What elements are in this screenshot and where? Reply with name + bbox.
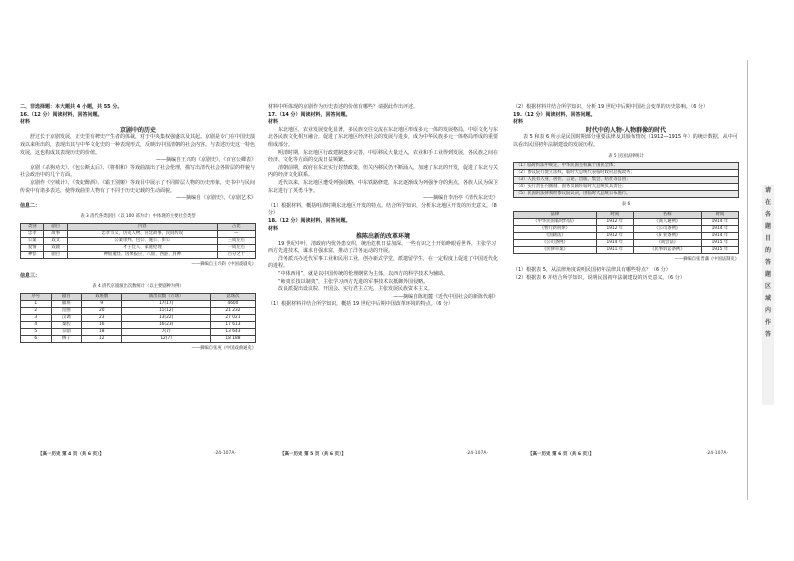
table-cell: 1914 年 bbox=[701, 225, 738, 232]
table-cell: 17 613 bbox=[210, 321, 255, 328]
sidebar-char: 在 bbox=[764, 199, 771, 206]
table-row bbox=[21, 300, 256, 307]
citation: ——摘编自《京剧史》、《京剧艺术》 bbox=[175, 195, 256, 202]
table-cell: 忠孝 bbox=[21, 230, 44, 237]
table-header-cell: 演出次数（万场） bbox=[122, 293, 211, 300]
table-cell: 1 bbox=[21, 300, 52, 307]
page-column-1 bbox=[20, 104, 256, 356]
table-header-cell: 内容 bbox=[67, 223, 217, 230]
table-cell: 《中华民国临时约法》 bbox=[514, 218, 597, 225]
table-cell: 《民律草案》 bbox=[514, 246, 597, 253]
table-row bbox=[21, 307, 256, 314]
table-cell: 1915 年 bbox=[701, 246, 738, 253]
table-cell: （1）临时约法中规定，中华民国主权属于国民全体； bbox=[514, 163, 739, 170]
sidebar-char: 域 bbox=[764, 295, 771, 302]
binding-line bbox=[747, 60, 748, 500]
table-cell: 11(12) bbox=[122, 307, 211, 314]
table-row bbox=[21, 321, 256, 328]
table-cell: 剧目 bbox=[44, 251, 67, 258]
paragraph: 洋务派兴办近代军事工业和民用工业，创办新式学堂，派遣留学生，在一定程度上促进了中国近代化的进程。 bbox=[268, 255, 499, 270]
table-3-caption: 表 3 清代各类剧目（以 100 部为计）中体现的主要社会类型 bbox=[80, 214, 196, 220]
table-cell: （2）参议院行使立法权，临时大总统代表临时政府总揽政务； bbox=[514, 170, 739, 177]
table-row bbox=[21, 230, 256, 237]
question-17-heading: 17.（14 分）阅读材料，回答问题。 bbox=[268, 111, 351, 118]
table-cell: 21 232 bbox=[210, 307, 255, 314]
table-cell: 《商人通例》 bbox=[633, 218, 701, 225]
question-text: （2）根据表 6 并结合所学知识，说明民国初年法制建设的历史意义。（6 分） bbox=[513, 274, 685, 281]
table-header-cell: 剧目 bbox=[44, 223, 67, 230]
page-footer: 【高一历史 第 6 页（共 6 页）】 bbox=[528, 452, 594, 457]
question-19-heading: 19.（12 分）阅读材料，回答问题。 bbox=[513, 111, 596, 118]
table-cell: 秦腔 bbox=[51, 321, 82, 328]
sidebar-char: 题 bbox=[764, 223, 771, 230]
question-text: （2）根据材料并结合所学知识，分析 19 世纪中后期中国社会变革的历史影响。（6 分） bbox=[513, 104, 708, 110]
table-3 bbox=[20, 223, 256, 259]
paragraph: 东北地区，农业发展变化显著，多民族交往交流在东北地区形成多元一体的发展格局，中原文化与东北各民族文化相互融合，促进了东北地区经济社会的发展与进步，成为中华民族多元一体格局形成的重要组成部分。 bbox=[268, 126, 499, 148]
paragraph: 京剧作《空城计》、《贵妃醉酒》、《霸王别姬》等戏目中展示了不同阶层人物的历史形象，史书中与民间传说中有诸多表达，使得戏曲里人物有了不同于历史记载的生动面貌。 bbox=[20, 179, 256, 194]
table-6-caption: 表 6 bbox=[621, 202, 631, 208]
question-18-heading: 18.（12 分）阅读材料，回答问题。 bbox=[268, 217, 351, 224]
page-column-3 bbox=[513, 104, 739, 283]
paper-code: ·24-107A· bbox=[706, 451, 728, 456]
material-label: 材料 bbox=[513, 119, 524, 126]
table-cell: 《公司条例》 bbox=[633, 225, 701, 232]
table-row bbox=[514, 177, 739, 184]
table-cell: 戏文 bbox=[44, 237, 67, 244]
table-cell: （3）人民有人身、居住、言论、出版、集会、结社等自由； bbox=[514, 177, 739, 184]
table-cell: 9 bbox=[82, 300, 122, 307]
table-cell: 《商会法》 bbox=[633, 239, 701, 246]
table-cell: 17(17) bbox=[122, 300, 211, 307]
table-row bbox=[514, 225, 739, 232]
citation: ——摘编自李治亭《清代东北史》 bbox=[422, 195, 498, 202]
table-cell: 1914 年 bbox=[701, 232, 738, 239]
table-cell: 百分之十 bbox=[217, 251, 255, 258]
sidebar-char: 目 bbox=[764, 235, 771, 242]
table-header-cell: 序号 bbox=[21, 293, 52, 300]
paragraph: 舒过长于京剧发展，正史里有稗史产生者的体裁，对于中央集权强盛以及其起。京剧是专门在中国史演戏以来所出的，表现出其与中华文化史的一种表现形式，反映出中国清朝的社会内容。与表述历史这一特色发展，这也构成其表现历史的价值。 bbox=[20, 134, 256, 156]
table-cell: 1915 年 bbox=[701, 239, 738, 246]
table-cell: 忠孝节义、历史人物、宫廷故事、民间传说 bbox=[67, 230, 217, 237]
table-cell: 18 bbox=[82, 328, 122, 335]
material-label: 材料 bbox=[20, 119, 31, 126]
table-cell: 1914 年 bbox=[701, 218, 738, 225]
table-cell: 3 bbox=[21, 314, 52, 321]
sidebar-char: 请 bbox=[764, 187, 771, 194]
question-text: （1）根据表 5，从法律角度说明民国初年法律具有哪些特点？（6 分） bbox=[513, 267, 671, 274]
table-row bbox=[21, 335, 256, 342]
table-header-cell: 剧目 bbox=[51, 293, 82, 300]
table-cell: 13(22) bbox=[122, 314, 211, 321]
table-cell: 京剧 bbox=[51, 328, 82, 335]
table-cell: 5 bbox=[21, 328, 52, 335]
table-row bbox=[514, 218, 739, 225]
table-cell: 《民事诉讼条例》 bbox=[633, 246, 701, 253]
table-cell: 神仙鬼怪、因果报应、八仙、西游、封神 bbox=[67, 251, 217, 258]
table-row bbox=[21, 244, 256, 251]
table-header-cell: 时间 bbox=[701, 211, 738, 218]
table-cell: 2 bbox=[21, 307, 52, 314]
table-row bbox=[514, 246, 739, 253]
table-header-cell: 名称 bbox=[633, 211, 701, 218]
paragraph: 材料中所体现的京剧作为历史表述的价值有哪些？请据此作出评述。 bbox=[268, 104, 419, 110]
table-header-cell: 法律 bbox=[514, 211, 597, 218]
table-cell: 梆子 bbox=[51, 335, 82, 342]
paragraph: 近代以来，东北地区遭受列强侵略，中东铁路修建，东北逐渐成为列强争夺的焦点，各族人民为保卫东北进行了英勇斗争。 bbox=[268, 179, 499, 194]
table-cell: 《暂行新刑律》 bbox=[514, 225, 597, 232]
table-cell: 戏剧 bbox=[44, 244, 67, 251]
sidebar-char: 区 bbox=[764, 283, 771, 290]
table-cell: 一成左右 bbox=[217, 244, 255, 251]
page-column-2 bbox=[268, 104, 498, 309]
table-3-source: ——摘编自王兴昀《中国戏剧史》 bbox=[191, 261, 256, 267]
question-text: （1）根据材料并结合所学知识，概括 19 世纪中后期中国改革环境的特点。（6 分） bbox=[268, 301, 453, 308]
table-row bbox=[514, 170, 739, 177]
page-footer: 【高一历史 第 5 页（共 6 页）】 bbox=[280, 452, 346, 457]
table-row bbox=[21, 328, 256, 335]
table-cell: 爱情 bbox=[21, 244, 44, 251]
question-16-heading: 16.（12 分）阅读材料，回答问题。 bbox=[20, 111, 103, 118]
table-cell: 1911 年 bbox=[596, 246, 633, 253]
table-5-caption: 表 5 民国法律统计 bbox=[608, 153, 644, 159]
table-header-cell: 占比 bbox=[217, 223, 255, 230]
table-5 bbox=[513, 162, 739, 198]
paper-code: ·24-107A· bbox=[466, 451, 488, 456]
sidebar-char: 题 bbox=[764, 271, 771, 278]
table-cell: 7(7) bbox=[122, 328, 211, 335]
page-footer: 【高一历史 第 4 页（共 6 页）】 bbox=[38, 452, 104, 457]
table-cell: 1914 年 bbox=[596, 239, 633, 246]
material-label: 材料 bbox=[268, 225, 279, 232]
sidebar-char: 答 bbox=[764, 259, 771, 266]
material-title: 推陈出新的改革环境 bbox=[355, 233, 410, 241]
paragraph: 清朝前期，政府在东北实行封禁政策，但关内移民仍不断涌入，加速了东北的开发，促进了东北与关内的经济文化联系。 bbox=[268, 164, 499, 179]
quote: “师夷长技以制夷”，主张学习西方先进的军事技术以抵御外国侵略。 bbox=[278, 278, 429, 285]
table-cell: 公案审判、包公、施公、彭公 bbox=[67, 237, 217, 244]
table-cell: 27 021 bbox=[210, 314, 255, 321]
paragraph: 明清时期，东北地区行政建制逐步完善，中原移民大量迁入，农业和手工业得到发展，各民族之间在经济、文化等方面的交流日益频繁。 bbox=[268, 149, 499, 164]
paragraph: 表 5 和表 6 所示是民国时期部分重要法律及其颁布情况（1912—1915 年）的统计数据，从中可以看出民国初年法制建设的发展历程。 bbox=[513, 134, 738, 148]
table-6 bbox=[513, 211, 739, 254]
info-label: 信息三： bbox=[20, 272, 41, 279]
citation: ——摘编自陈旭麓《近代中国社会的新陈代谢》 bbox=[392, 293, 498, 300]
material-title: 京剧中的历史 bbox=[119, 126, 156, 134]
table-cell: 才子佳人、家庭伦理 bbox=[67, 244, 217, 251]
table-header-cell: 类别 bbox=[21, 223, 44, 230]
paragraph: 改良派提出设议院、开国会、实行君主立宪，主张发展民族资本主义。 bbox=[278, 286, 434, 293]
section-heading: 二、非选择题：本大题共 4 小题，共 55 分。 bbox=[20, 104, 123, 110]
citation: ——摘编自王兴昀《京剧史》，《百官公卿表》 bbox=[155, 157, 256, 164]
table-4 bbox=[20, 293, 256, 343]
quote: “中体西用”，就是以中国传统的伦理纲常为主体，以西方的科学技术为辅助。 bbox=[278, 271, 449, 278]
table-cell: 徽班 bbox=[51, 300, 82, 307]
table-cell: 4600 bbox=[210, 300, 255, 307]
table-cell: 公案 bbox=[21, 237, 44, 244]
sidebar-char: 答 bbox=[764, 331, 771, 338]
table-cell: 1912 年 bbox=[596, 232, 633, 239]
table-cell: 12(7) bbox=[122, 335, 211, 342]
sidebar-char: 作 bbox=[764, 319, 771, 326]
answer-area-notice bbox=[762, 185, 774, 405]
table-cell: 16 bbox=[82, 321, 122, 328]
table-cell: 1912 年 bbox=[596, 225, 633, 232]
table-cell: 《国籍法》 bbox=[514, 232, 597, 239]
sidebar-char: 各 bbox=[764, 211, 771, 218]
table-row bbox=[514, 239, 739, 246]
table-cell: 故事 bbox=[44, 230, 67, 237]
table-row bbox=[514, 232, 739, 239]
table-row bbox=[21, 314, 256, 321]
table-cell: 《公司条例》 bbox=[514, 239, 597, 246]
table-cell: 昆曲 bbox=[51, 307, 82, 314]
table-cell: （4）实行责任内阁制，国务员辅佐临时大总统负其责任； bbox=[514, 184, 739, 191]
table-cell: 三成左右 bbox=[217, 237, 255, 244]
table-cell: 6 bbox=[21, 335, 52, 342]
table-cell: 12 bbox=[82, 335, 122, 342]
table-header-cell: 戏班数 bbox=[82, 293, 122, 300]
question-text: （1）根据材料，概括明清时期东北地区开发的特点。结合所学知识，分析东北地区开发的历史意义。（8 分） bbox=[268, 202, 497, 217]
table-cell: 18 188 bbox=[210, 335, 255, 342]
table-cell: 16(23) bbox=[122, 321, 211, 328]
table-4-source: ——摘编自张庚《中国戏曲通史》 bbox=[191, 345, 256, 351]
material-title: 时代中的人物·人物群像的时代 bbox=[585, 126, 667, 134]
table-cell: 20 bbox=[82, 307, 122, 314]
table-cell: 13 643 bbox=[210, 328, 255, 335]
paragraph: 京剧《杀狗劝夫》、《包公断太后》、《将相和》等戏曲演出了社会伦理，描写出清代社会各阶层的样貌与社会政治中的几个方面。 bbox=[20, 164, 256, 179]
sidebar-char: 的 bbox=[764, 247, 771, 254]
sidebar-char: 内 bbox=[764, 307, 771, 314]
paragraph: 19 世纪中叶，清政府内忧外患交织，统治危机日益加深。一些有识之士开始睁眼看世界，主张学习西方先进技术，谋求自强求富，推动了洋务运动的开展。 bbox=[268, 240, 496, 255]
table-cell: （5）民国的法律须经参议院议决，由临时大总统公布施行。 bbox=[514, 191, 739, 198]
table-row bbox=[21, 251, 256, 258]
paper-code: ·24-107A· bbox=[214, 451, 236, 456]
table-cell: 1912 年 bbox=[596, 218, 633, 225]
table-row bbox=[21, 237, 256, 244]
table-header-cell: 总场次 bbox=[210, 293, 255, 300]
table-header-cell: 时间 bbox=[596, 211, 633, 218]
material-label: 材料 bbox=[268, 119, 279, 126]
table-cell: 神怪 bbox=[21, 251, 44, 258]
table-cell: — bbox=[217, 230, 255, 237]
table-6-source: ——摘编自张晋藩《中国法制史》 bbox=[674, 256, 739, 262]
table-row bbox=[514, 163, 739, 170]
table-cell: 23 bbox=[82, 314, 122, 321]
table-cell: 4 bbox=[21, 321, 52, 328]
info-label: 信息二： bbox=[20, 202, 41, 209]
table-row bbox=[514, 184, 739, 191]
table-row bbox=[514, 191, 739, 198]
table-cell: 《矿业条例》 bbox=[633, 232, 701, 239]
table-cell: 汉调 bbox=[51, 314, 82, 321]
table-4-caption: 表 4 清代京剧演出次数统计（以主要剧种为例） bbox=[92, 284, 184, 290]
